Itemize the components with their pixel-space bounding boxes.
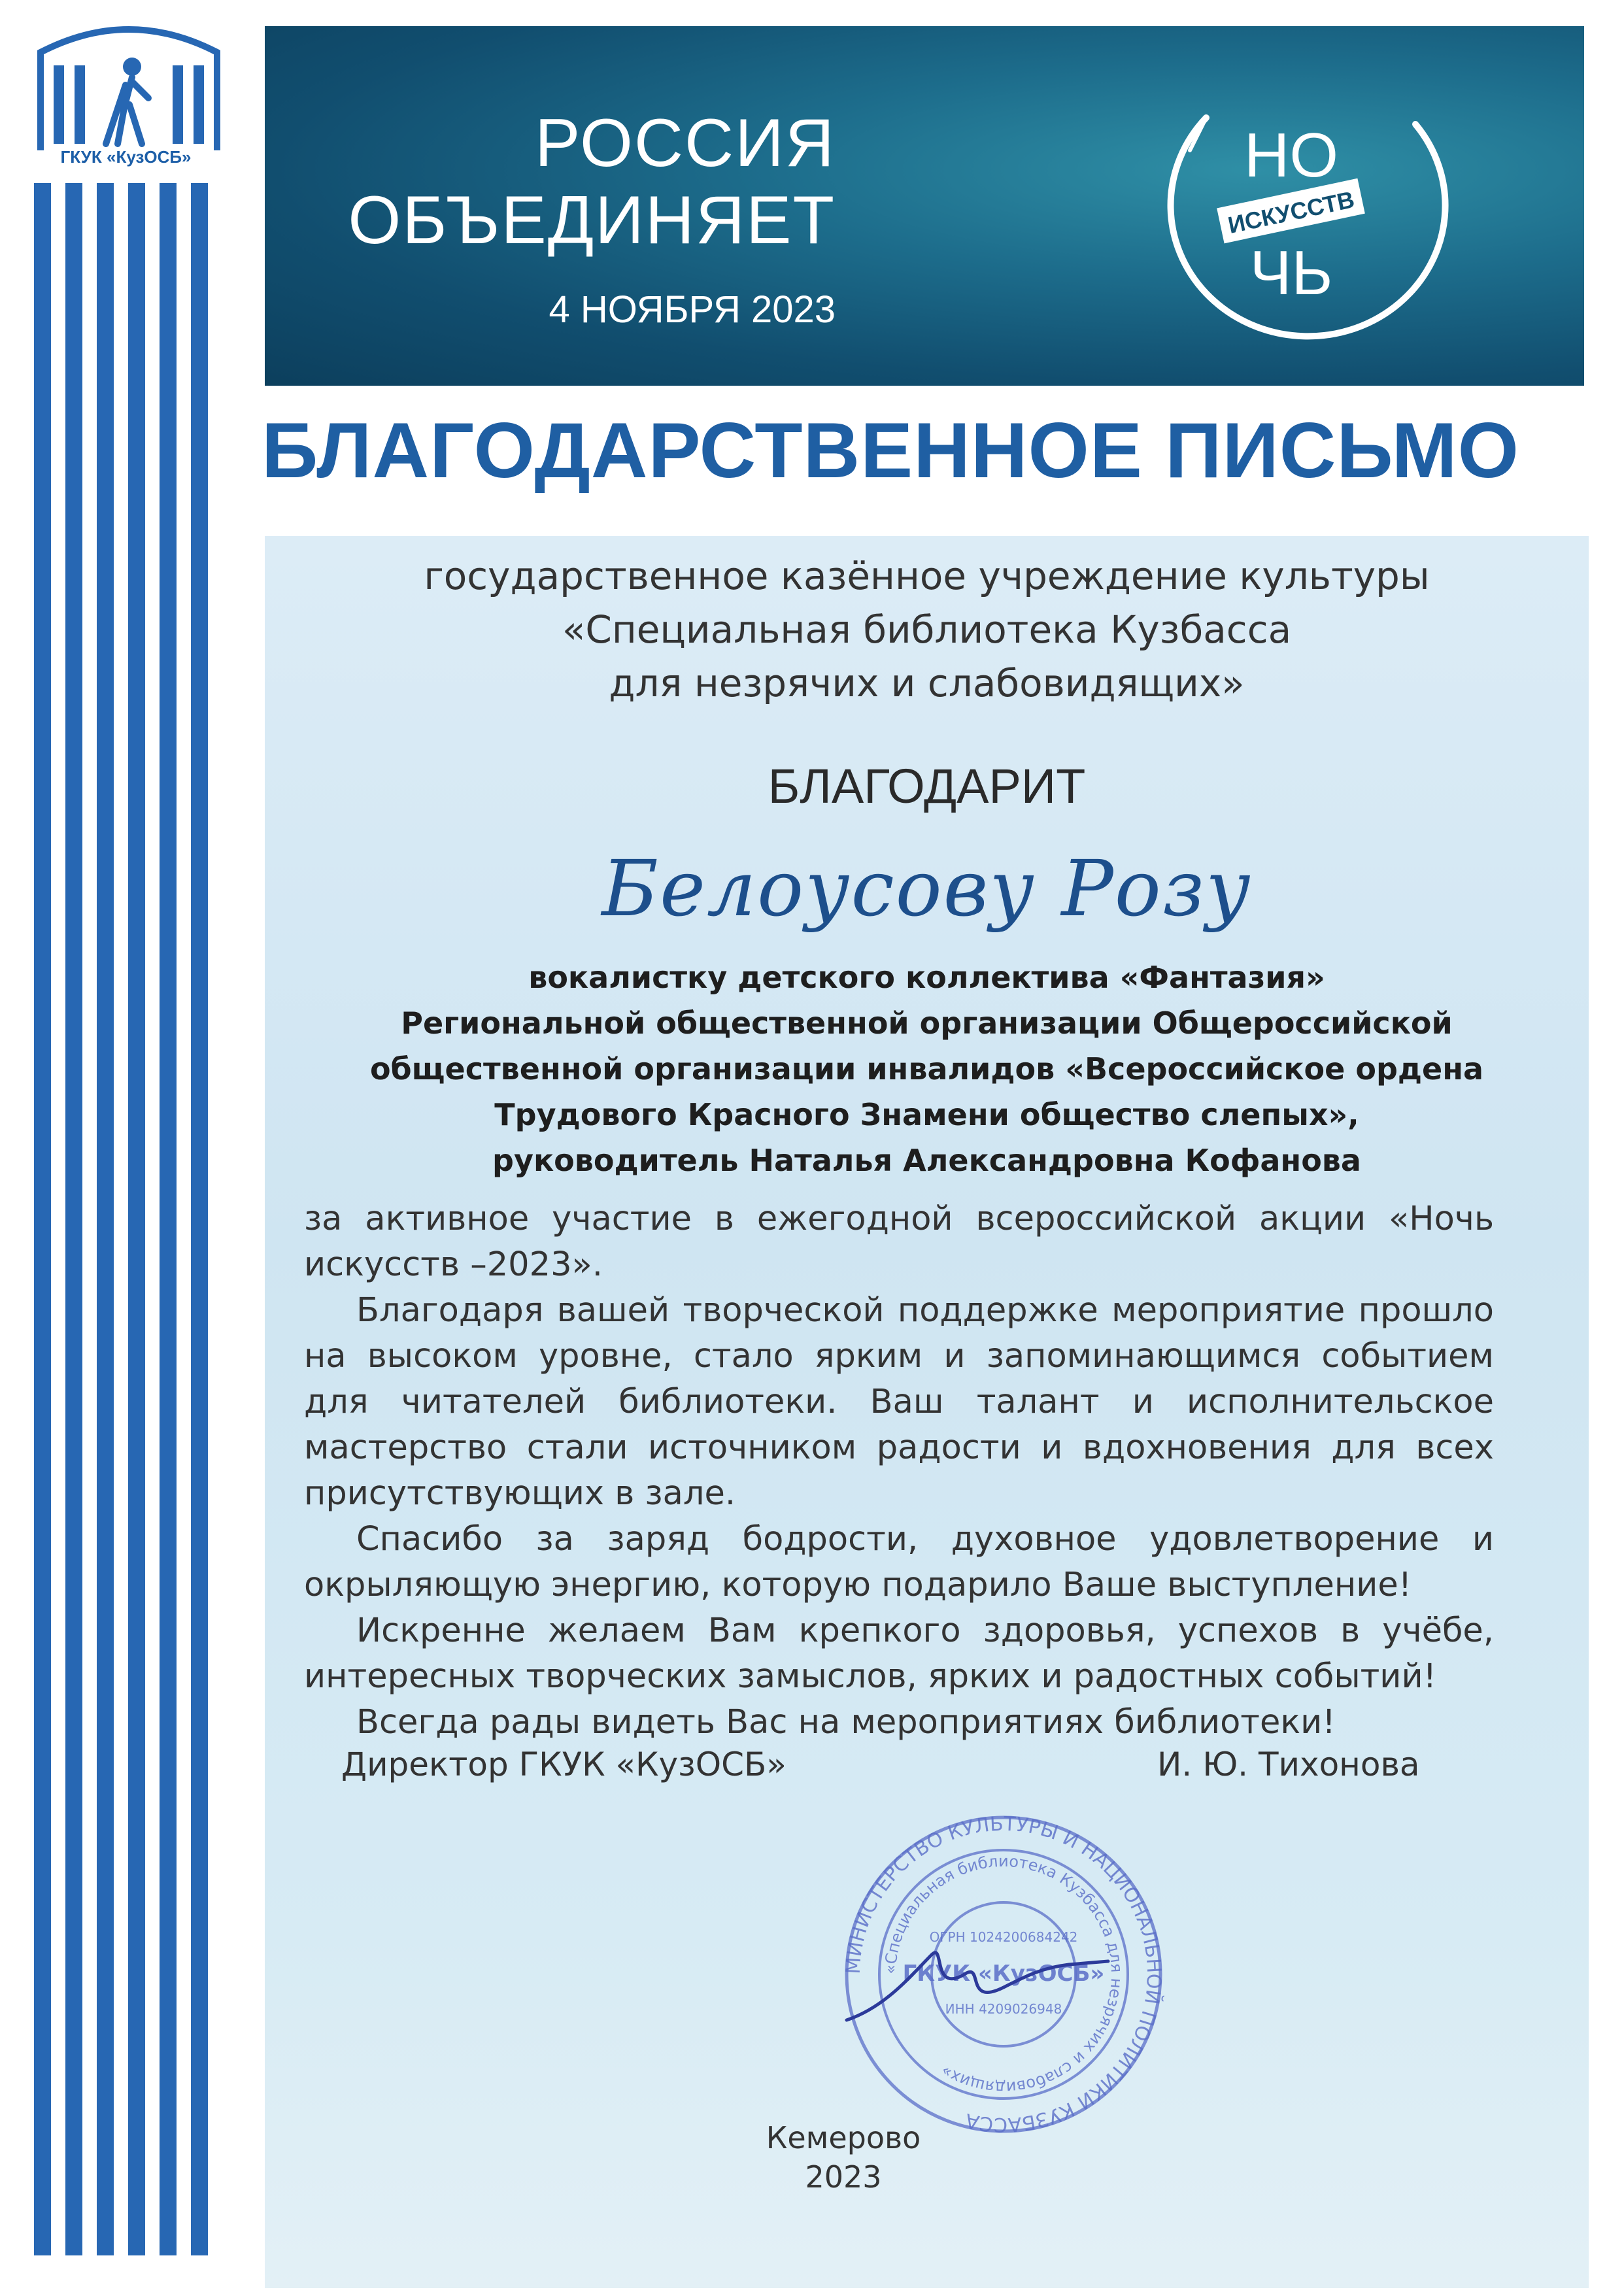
role-line5: руководитель Наталья Александровна Кофанова bbox=[492, 1143, 1361, 1178]
official-stamp-icon bbox=[834, 1811, 1174, 2138]
night-of-arts-emblem-icon bbox=[1128, 78, 1455, 366]
role-line3: общественной организации инвалидов «Всероссийское ордена bbox=[369, 1051, 1484, 1087]
director-name: И. Ю. Тихонова bbox=[1157, 1746, 1420, 1783]
emblem-top-text: НО bbox=[1244, 120, 1338, 190]
emblem-band-text: ИСКУССТВ bbox=[1225, 186, 1357, 239]
stamp-inner-text: «Специальная библиотека Кузбасса для незрячих и слабовидящих» bbox=[881, 1851, 1126, 2097]
body-paragraph: Искренне желаем Вам крепкого здоровья, успехов в учёбе, интересных творческих замыслов, ярких и радостных событий! bbox=[304, 1611, 1494, 1696]
stamp-center-text: ГКУК «КузОСБ» bbox=[902, 1961, 1105, 1987]
logo-label: ГКУК «КузОСБ» bbox=[60, 147, 192, 167]
role-line1: вокалистку детского коллектива «Фантазия» bbox=[528, 960, 1325, 995]
footer-place bbox=[0, 2118, 935, 2197]
thanks-label: БЛАГОДАРИТ bbox=[768, 759, 1086, 813]
stripe bbox=[34, 183, 51, 2255]
letter-body-panel bbox=[265, 536, 1589, 2288]
org-line3: для незрячих и слабовидящих» bbox=[609, 661, 1245, 705]
role-line4: Трудового Красного Знамени общество слепых», bbox=[494, 1097, 1359, 1132]
organization-name bbox=[265, 549, 1589, 710]
stripe bbox=[97, 183, 114, 2255]
body-paragraph: за активное участие в ежегодной всероссийской акции «Ночь искусств –2023». bbox=[304, 1200, 1494, 1284]
stamp-inn: ИНН 4209026948 bbox=[945, 2001, 1062, 2017]
banner-title-line2: ОБЪЕДИНЯЕТ bbox=[348, 182, 836, 258]
footer-city: Кемерово bbox=[766, 2120, 921, 2155]
letter-text bbox=[304, 1196, 1494, 1746]
library-logo-icon bbox=[34, 20, 224, 150]
stripe bbox=[128, 183, 145, 2255]
org-line2: «Специальная библиотека Кузбасса bbox=[562, 607, 1292, 652]
stamp-ring-text: МИНИСТЕРСТВО КУЛЬТУРЫ И НАЦИОНАЛЬНОЙ ПОЛИТИКИ КУЗБАССА bbox=[841, 1812, 1166, 2136]
banner-title-line1: РОССИЯ bbox=[534, 105, 836, 181]
recipient-name: Белоусову Розу bbox=[601, 843, 1252, 934]
body-paragraph: Спасибо за заряд бодрости, духовное удовлетворение и окрыляющую энергию, которую подарило Ваше выступление! bbox=[304, 1520, 1494, 1604]
recipient-role bbox=[265, 954, 1589, 1183]
banner-date: 4 НОЯБРЯ 2023 bbox=[549, 288, 836, 331]
role-line2: Региональной общественной организации Общероссийской bbox=[401, 1005, 1453, 1041]
stripe bbox=[65, 183, 82, 2255]
director-position: Директор ГКУК «КузОСБ» bbox=[341, 1746, 787, 1783]
stamp-ogrn: ОГРН 1024200684242 bbox=[929, 1929, 1078, 1945]
stripe bbox=[160, 183, 177, 2255]
stripe bbox=[191, 183, 208, 2255]
footer-year: 2023 bbox=[805, 2159, 882, 2195]
letter-heading: БЛАГОДАРСТВЕННОЕ ПИСЬМО bbox=[262, 407, 1519, 494]
banner-title bbox=[348, 105, 836, 259]
body-paragraph: Благодаря вашей творческой поддержке мероприятие прошло на высоком уровне, стало ярким и запоминающимся событием для читателей библиотеки. Ваш талант и исполнительское мастерство стали источником радости и вдохновения для всех присутствующих в зале. bbox=[304, 1291, 1494, 1513]
body-paragraph: Всегда рады видеть Вас на мероприятиях библиотеки! bbox=[356, 1703, 1336, 1742]
emblem-bottom-text: ЧЬ bbox=[1249, 238, 1333, 308]
org-line1: государственное казённое учреждение культуры bbox=[424, 554, 1430, 598]
event-banner bbox=[265, 26, 1584, 386]
left-stripes-decoration bbox=[26, 20, 226, 2255]
